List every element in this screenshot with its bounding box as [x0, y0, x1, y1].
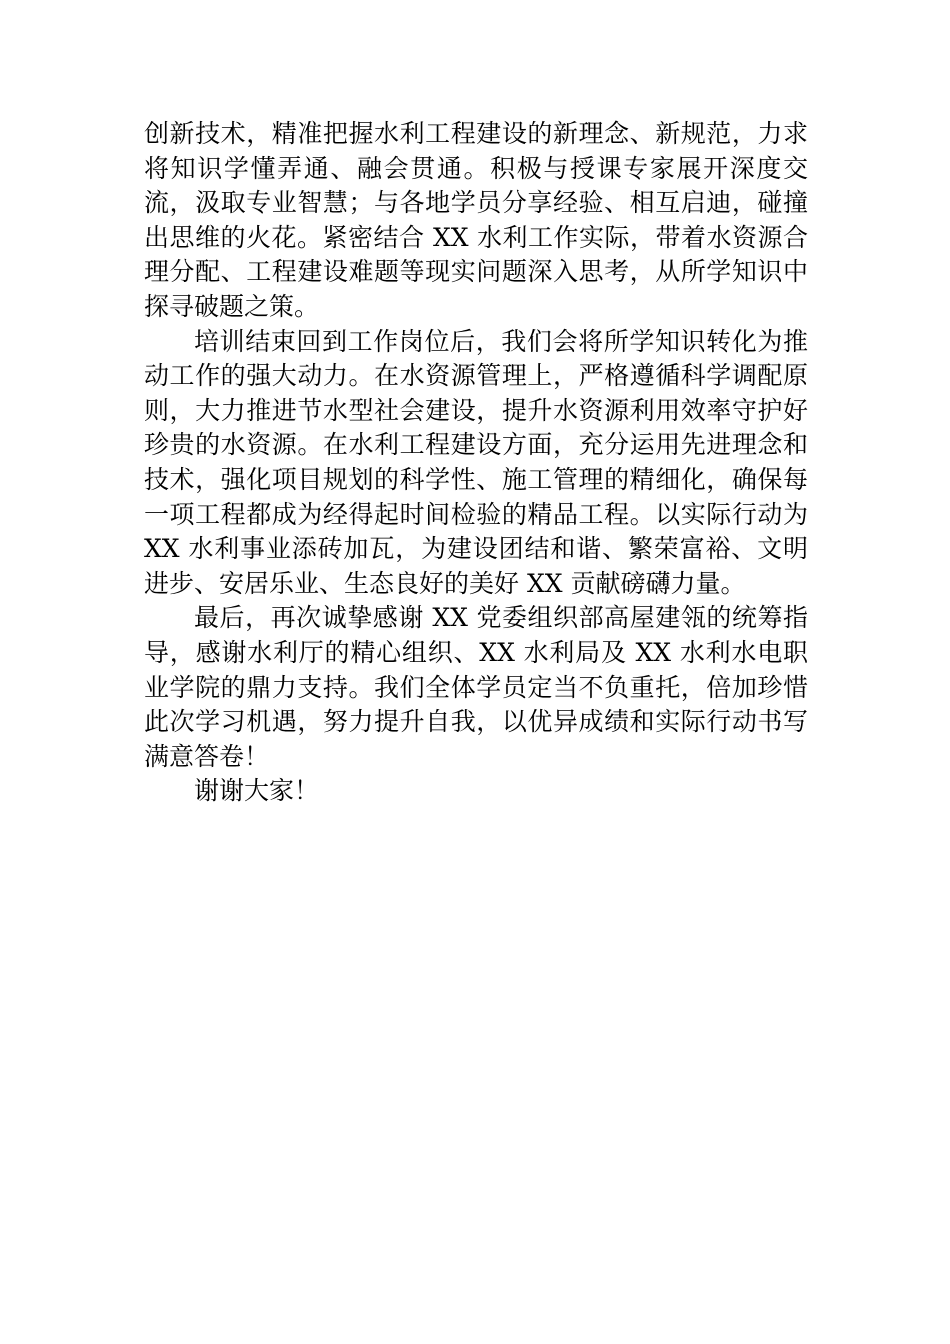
document-page	[144, 117, 808, 809]
paragraph-closing: 谢谢大家！	[194, 776, 320, 806]
paragraph-continuation: 创新技术，精准把握水利工程建设的新理念、新规范，力求将知识学懂弄通、融会贯通。积极与授课专家展开深度交流，汲取专业智慧；与各地学员分享经验、相互启迪，碰撞出思维的火花。紧密结合 XX 水利工作实际，带着水资源合理分配、工程建设难题等现实问题深入思考，从所学知识中探寻破题之策。	[144, 119, 808, 321]
paragraph-thanks: 最后，再次诚挚感谢 XX 党委组织部高屋建瓴的统筹指导，感谢水利厅的精心组织、XX 水利局及 XX 水利水电职业学院的鼎力支持。我们全体学员定当不负重托，倍加珍惜此次学习机遇，努力提升自我，以优异成绩和实际行动书写满意答卷！	[144, 603, 808, 771]
paragraph-after-training: 培训结束回到工作岗位后，我们会将所学知识转化为推动工作的强大动力。在水资源管理上，严格遵循科学调配原则，大力推进节水型社会建设，提升水资源利用效率守护好珍贵的水资源。在水利工程建设方面，充分运用先进理念和技术，强化项目规划的科学性、施工管理的精细化，确保每一项工程都成为经得起时间检验的精品工程。以实际行动为 XX 水利事业添砖加瓦，为建设团结和谐、繁荣富裕、文明进步、安居乐业、生态良好的美好 XX 贡献磅礴力量。	[144, 326, 808, 598]
